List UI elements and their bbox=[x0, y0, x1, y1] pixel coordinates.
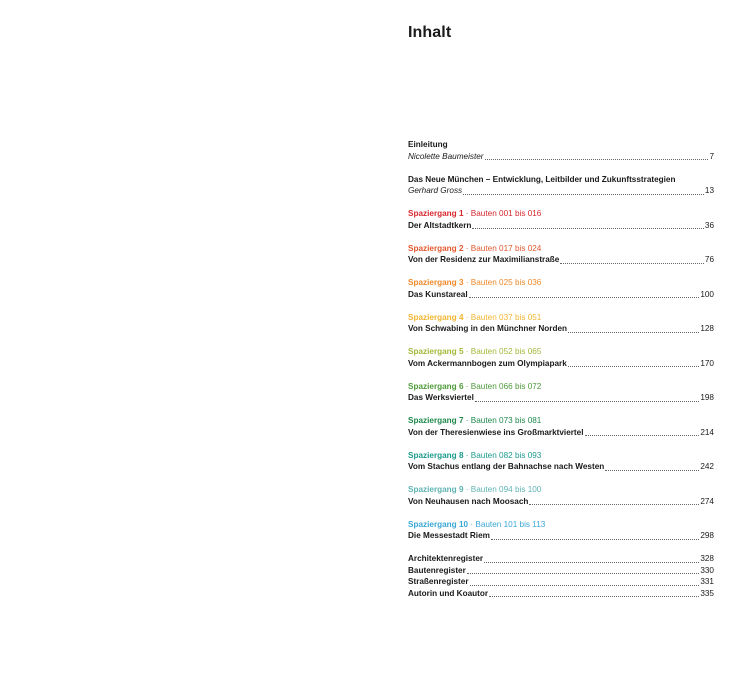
walk-range: Bauten 066 bis 072 bbox=[470, 381, 542, 391]
toc-entry-heading: Einleitung bbox=[408, 140, 448, 149]
toc-page-number: 198 bbox=[700, 393, 714, 402]
walk-label: Spaziergang 7 bbox=[408, 416, 464, 425]
toc-walk-entry bbox=[408, 208, 714, 231]
toc-entry-title: Von Schwabing in den Münchner Norden bbox=[408, 324, 568, 333]
toc-page-number: 100 bbox=[700, 289, 714, 299]
walk-range: Bauten 052 bis 065 bbox=[470, 347, 542, 356]
toc-walk-entry bbox=[408, 243, 714, 266]
dot-leader bbox=[484, 555, 699, 563]
table-of-contents bbox=[408, 139, 714, 599]
walk-range: Bauten 017 bis 024 bbox=[470, 243, 542, 253]
toc-intro-entry bbox=[408, 139, 714, 162]
dot-leader bbox=[470, 578, 700, 586]
walk-heading: Spaziergang 10 · Bauten 101 bis 113 bbox=[408, 519, 546, 529]
toc-entry-heading: Das Neue München – Entwicklung, Leitbilder und Zukunftsstrategien bbox=[408, 174, 676, 184]
toc-walk-entry bbox=[408, 484, 714, 507]
toc-page-number: 128 bbox=[700, 324, 714, 333]
walk-heading: Spaziergang 7 · Bauten 073 bis 081 bbox=[408, 416, 542, 425]
walk-heading: Spaziergang 9 · Bauten 094 bis 100 bbox=[408, 485, 542, 494]
toc-entry-title: Der Altstadtkern bbox=[408, 220, 472, 230]
toc-entry-row[interactable] bbox=[408, 323, 714, 335]
toc-page-number: 298 bbox=[700, 531, 714, 540]
toc-page-number: 76 bbox=[704, 255, 714, 264]
toc-entry-row[interactable] bbox=[408, 254, 714, 266]
toc-page-number: 170 bbox=[700, 358, 714, 368]
walk-heading: Spaziergang 5 · Bauten 052 bis 065 bbox=[408, 347, 542, 356]
toc-page-number: 7 bbox=[709, 151, 714, 161]
toc-entry-row[interactable] bbox=[408, 530, 714, 542]
toc-entry-row[interactable] bbox=[408, 220, 714, 232]
dot-leader bbox=[605, 463, 699, 471]
toc-page-number: 328 bbox=[700, 554, 714, 563]
walk-label: Spaziergang 3 bbox=[408, 278, 464, 287]
walk-label: Spaziergang 2 bbox=[408, 243, 464, 253]
toc-page-number: 13 bbox=[704, 186, 714, 195]
walk-heading: Spaziergang 2 · Bauten 017 bis 024 bbox=[408, 243, 542, 253]
toc-entry-title: Gerhard Gross bbox=[408, 186, 463, 195]
toc-page-number: 330 bbox=[700, 565, 714, 575]
walk-label: Spaziergang 8 bbox=[408, 450, 464, 460]
walk-label: Spaziergang 1 bbox=[408, 209, 464, 218]
toc-index-entry bbox=[408, 553, 714, 565]
toc-entry-title: Das Werksviertel bbox=[408, 393, 474, 402]
dot-leader bbox=[467, 566, 700, 574]
dot-leader bbox=[463, 187, 704, 195]
toc-entry-title: Architektenregister bbox=[408, 554, 484, 563]
walk-label: Spaziergang 5 bbox=[408, 347, 464, 356]
toc-intro-entry bbox=[408, 174, 714, 197]
walk-label: Spaziergang 4 bbox=[408, 312, 464, 322]
dot-leader bbox=[469, 290, 700, 298]
toc-index-entry bbox=[408, 576, 714, 588]
toc-entry-row[interactable] bbox=[408, 588, 714, 600]
walk-label: Spaziergang 10 bbox=[408, 519, 469, 529]
dot-leader bbox=[485, 152, 709, 160]
toc-entry-row[interactable] bbox=[408, 461, 714, 473]
toc-walks-section bbox=[408, 208, 714, 542]
toc-entry-title: Das Kunstareal bbox=[408, 289, 468, 299]
toc-index-entry bbox=[408, 588, 714, 600]
walk-range: Bauten 001 bis 016 bbox=[470, 209, 542, 218]
toc-entry-row[interactable] bbox=[408, 185, 714, 197]
toc-intro-section bbox=[408, 139, 714, 197]
toc-walk-entry bbox=[408, 277, 714, 300]
toc-entry-title: Von Neuhausen nach Moosach bbox=[408, 496, 529, 506]
toc-entry-row[interactable] bbox=[408, 392, 714, 404]
walk-heading: Spaziergang 1 · Bauten 001 bis 016 bbox=[408, 209, 542, 218]
toc-entry-title: Straßenregister bbox=[408, 577, 469, 586]
toc-entry-title: Nicolette Baumeister bbox=[408, 151, 484, 161]
toc-entry-title: Vom Stachus entlang der Bahnachse nach Westen bbox=[408, 462, 605, 471]
toc-entry-row[interactable] bbox=[408, 358, 714, 370]
toc-entry-row[interactable] bbox=[408, 289, 714, 301]
dot-leader bbox=[472, 221, 703, 229]
toc-page-number: 274 bbox=[700, 496, 714, 506]
walk-range: Bauten 025 bis 036 bbox=[470, 278, 542, 287]
dot-leader bbox=[568, 325, 699, 333]
dot-leader bbox=[560, 256, 704, 264]
toc-entry-row[interactable] bbox=[408, 151, 714, 163]
toc-entry-title: Bautenregister bbox=[408, 565, 466, 575]
dot-leader bbox=[529, 497, 699, 505]
walk-heading: Spaziergang 8 · Bauten 082 bis 093 bbox=[408, 450, 542, 460]
walk-label: Spaziergang 9 bbox=[408, 485, 464, 494]
toc-walk-entry bbox=[408, 519, 714, 542]
toc-walk-entry bbox=[408, 312, 714, 335]
toc-entry-title: Von der Residenz zur Maximilianstraße bbox=[408, 255, 560, 264]
toc-index-section bbox=[408, 553, 714, 599]
toc-page-number: 36 bbox=[704, 220, 714, 230]
toc-entry-row[interactable] bbox=[408, 576, 714, 588]
walk-range: Bauten 094 bis 100 bbox=[470, 485, 542, 494]
toc-page-number: 242 bbox=[700, 462, 714, 471]
toc-entry-row[interactable] bbox=[408, 553, 714, 565]
toc-page-number: 214 bbox=[700, 427, 714, 437]
toc-page-number: 335 bbox=[700, 588, 714, 598]
toc-walk-entry bbox=[408, 415, 714, 438]
walk-range: Bauten 037 bis 051 bbox=[470, 312, 542, 322]
toc-entry-row[interactable] bbox=[408, 565, 714, 577]
toc-index-entry bbox=[408, 565, 714, 577]
walk-heading: Spaziergang 4 · Bauten 037 bis 051 bbox=[408, 312, 542, 322]
toc-entry-title: Von der Theresienwiese ins Großmarktviertel bbox=[408, 427, 584, 437]
toc-walk-entry bbox=[408, 381, 714, 404]
walk-label: Spaziergang 6 bbox=[408, 381, 464, 391]
walk-range: Bauten 082 bis 093 bbox=[470, 450, 542, 460]
dot-leader bbox=[475, 394, 699, 402]
toc-page-number: 331 bbox=[700, 577, 714, 586]
walk-range: Bauten 073 bis 081 bbox=[470, 416, 542, 425]
dot-leader bbox=[568, 359, 700, 367]
toc-walk-entry bbox=[408, 450, 714, 473]
walk-heading: Spaziergang 6 · Bauten 066 bis 072 bbox=[408, 381, 542, 391]
toc-entry-row[interactable] bbox=[408, 496, 714, 508]
toc-entry-title: Autorin und Koautor bbox=[408, 588, 489, 598]
page-title: Inhalt bbox=[408, 24, 452, 41]
toc-walk-entry bbox=[408, 346, 714, 369]
dot-leader bbox=[491, 532, 699, 540]
toc-entry-title: Vom Ackermannbogen zum Olympiapark bbox=[408, 358, 567, 368]
dot-leader bbox=[585, 428, 700, 436]
walk-heading: Spaziergang 3 · Bauten 025 bis 036 bbox=[408, 278, 542, 287]
dot-leader bbox=[489, 589, 699, 597]
walk-range: Bauten 101 bis 113 bbox=[475, 519, 546, 529]
toc-entry-title: Die Messestadt Riem bbox=[408, 531, 490, 540]
toc-entry-row[interactable] bbox=[408, 427, 714, 439]
